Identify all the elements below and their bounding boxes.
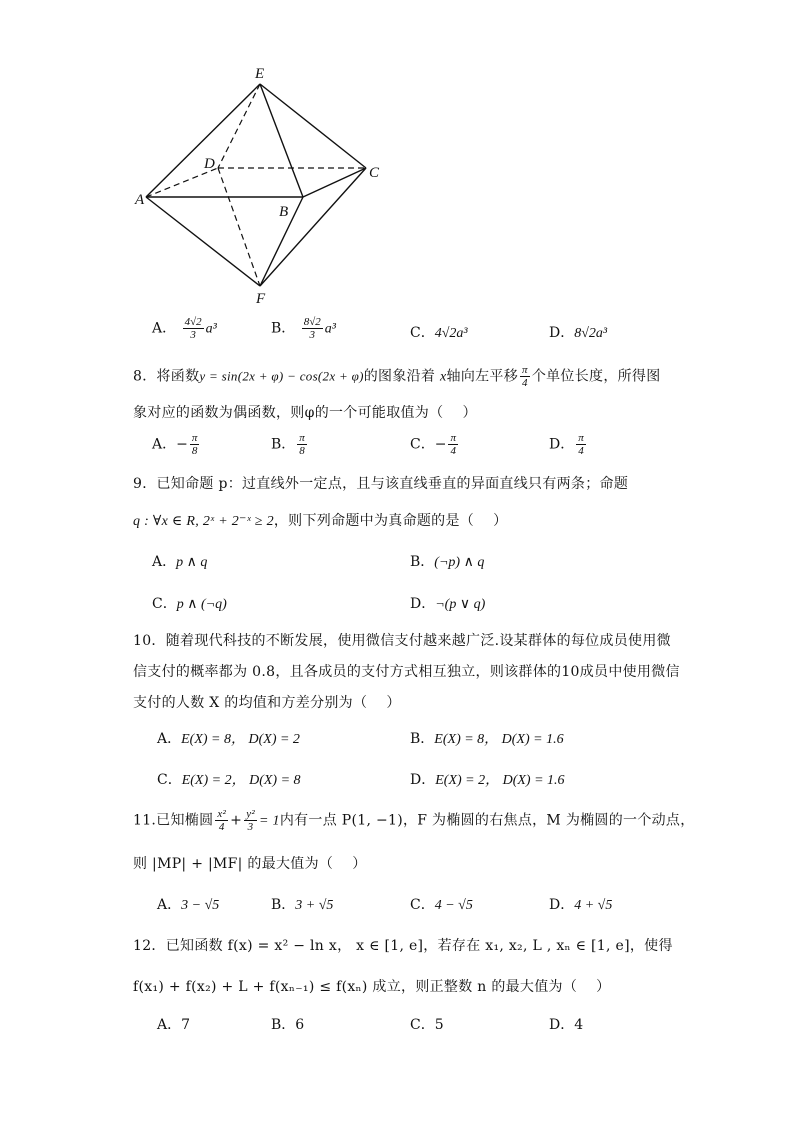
- frac-den: 4: [218, 821, 225, 833]
- option-expr: E(X) = 2， D(X) = 8: [181, 773, 301, 788]
- q8-text3: 个单位长度，所得图: [531, 368, 661, 385]
- q10-option-d[interactable]: [410, 769, 565, 789]
- q11-prefix: 11.已知椭圆: [133, 812, 214, 829]
- option-letter: A．: [152, 320, 177, 337]
- q8-prefix: 8．将函数: [133, 368, 200, 385]
- q10-line3: 支付的人数 X 的均值和方差分别为（ ）: [133, 695, 401, 711]
- q7-option-b[interactable]: [271, 316, 336, 341]
- q9-line2: [133, 510, 507, 530]
- fraction: [448, 432, 458, 457]
- frac-num: 8√2: [303, 316, 321, 328]
- frac-den: 3: [309, 329, 316, 341]
- edge-AE: [146, 84, 260, 197]
- option-letter: D．: [549, 1017, 575, 1033]
- q10-line2: 信支付的概率都为 0.8，且各成员的支付方式相互独立，则该群体的10成员中使用微信: [133, 664, 680, 680]
- frac-num: x²: [217, 808, 227, 820]
- edge-CF: [260, 168, 366, 286]
- q8-text2: 轴向左平移: [446, 368, 519, 385]
- q8-line2: 象对应的函数为偶函数，则φ的一个可能取值为（ ）: [133, 405, 477, 421]
- option-expr: 7: [181, 1017, 191, 1033]
- q9-option-a[interactable]: [152, 551, 207, 571]
- q8-option-a[interactable]: [152, 432, 201, 457]
- fraction: [244, 808, 257, 833]
- edge-BC: [303, 168, 366, 197]
- option-sign: −: [176, 436, 188, 453]
- q10-option-c[interactable]: [157, 769, 301, 789]
- edge-ED-hidden: [218, 84, 260, 168]
- frac-den: 4: [450, 445, 456, 457]
- frac-num: π: [191, 432, 198, 444]
- option-expr: 6: [295, 1017, 305, 1033]
- label-D: D: [204, 156, 215, 172]
- label-E: E: [255, 66, 265, 82]
- option-letter: B．: [410, 554, 435, 570]
- option-tail: a³: [205, 321, 217, 337]
- q12-option-b[interactable]: [271, 1014, 304, 1034]
- option-letter: A．: [157, 1017, 182, 1033]
- frac-den: 3: [247, 821, 254, 833]
- edge-AF: [146, 197, 260, 286]
- q9-option-c[interactable]: [152, 593, 227, 613]
- q11-line1: 11.已知椭圆 $\frac{\text{x²}}{4}$ + $\frac{\text{y²}}{3}$ = 1内有一点 P(1, −1)，F 为椭圆的右焦点，M 为椭圆的一个动点，: [133, 808, 695, 833]
- q10-option-a[interactable]: [157, 728, 300, 748]
- frac-den: 3: [190, 329, 196, 341]
- frac-den: 8: [191, 445, 198, 457]
- frac-num: 4√2: [184, 316, 202, 328]
- q12-line2: f(x₁) + f(x₂) + L + f(xₙ₋₁) ≤ f(xₙ) 成立，则正整数 n 的最大值为（ ）: [133, 979, 611, 995]
- frac-num: y²: [246, 808, 255, 820]
- fraction: [190, 432, 200, 457]
- option-expr: 4 − √5: [434, 898, 473, 913]
- q9-text: ，则下列命题中为真命题的是（ ）: [273, 513, 508, 529]
- q9-option-b[interactable]: [410, 551, 484, 571]
- option-expr: 8√2a³: [574, 326, 608, 341]
- q12-option-a[interactable]: [157, 1014, 190, 1034]
- label-F: F: [256, 291, 266, 307]
- q11-equation-rhs: = 1: [258, 813, 280, 829]
- q10-option-b[interactable]: [410, 728, 564, 748]
- q12-option-d[interactable]: [549, 1014, 583, 1034]
- option-expr: E(X) = 2， D(X) = 1.6: [435, 773, 565, 788]
- frac-num: π: [578, 432, 584, 444]
- option-letter: C．: [410, 325, 435, 341]
- fraction: [183, 316, 204, 341]
- fraction: [297, 432, 307, 457]
- q12-option-c[interactable]: [410, 1014, 444, 1034]
- option-letter: C．: [157, 772, 182, 788]
- option-letter: C．: [410, 897, 435, 913]
- option-expr: ¬(p ∨ q): [435, 597, 486, 612]
- option-letter: A．: [157, 897, 182, 913]
- option-expr: 4 + √5: [574, 898, 613, 913]
- fraction: [215, 808, 228, 833]
- frac-den: 8: [299, 445, 305, 457]
- q7-option-d[interactable]: [549, 322, 607, 342]
- fraction: [576, 432, 586, 457]
- q11-option-c[interactable]: [410, 894, 473, 914]
- option-sign: −: [434, 436, 447, 453]
- option-expr: 5: [434, 1017, 444, 1033]
- q11-option-b[interactable]: [271, 894, 333, 914]
- q10-line1: 10．随着现代科技的不断发展，使用微信支付越来越广泛.设某群体的每位成员使用微: [133, 633, 671, 649]
- q8-var-x: x: [440, 369, 447, 385]
- option-letter: C．: [152, 596, 177, 612]
- label-A: A: [135, 192, 145, 208]
- option-letter: B．: [271, 1017, 296, 1033]
- option-letter: D．: [549, 325, 575, 341]
- q7-option-a[interactable]: [152, 316, 217, 341]
- option-expr: (¬p) ∧ q: [434, 555, 485, 570]
- option-expr: p ∧ (¬q): [176, 597, 227, 612]
- option-letter: D．: [549, 436, 575, 453]
- q8-option-c[interactable]: [410, 432, 460, 457]
- option-expr: 4: [574, 1017, 584, 1033]
- q8-option-b[interactable]: [271, 432, 309, 457]
- option-letter: C．: [410, 1017, 435, 1033]
- q8-line1: [133, 364, 661, 389]
- option-letter: A．: [152, 436, 177, 453]
- option-expr: 3 + √5: [295, 898, 334, 913]
- option-letter: D．: [410, 772, 436, 788]
- q9-line1: 9．已知命题 p：过直线外一定点，且与该直线垂直的异面直线只有两条；命题: [133, 476, 629, 492]
- frac-num: π: [450, 432, 456, 444]
- edge-DF-hidden: [218, 168, 260, 286]
- option-letter: A．: [152, 554, 177, 570]
- option-letter: D．: [549, 897, 575, 913]
- q8-text: 的图象沿着: [363, 368, 436, 385]
- frac-den: 4: [578, 445, 584, 457]
- q12-line1: 12．已知函数 f(x) = x² − ln x， x ∈ [1, e]，若存在 x₁, x₂, L , xₙ ∈ [1, e]，使得: [133, 938, 673, 954]
- q11-text: 内有一点 P(1, −1)，F 为椭圆的右焦点，M 为椭圆的一个动点，: [279, 812, 695, 829]
- option-letter: B．: [271, 436, 296, 453]
- octahedron-figure: [130, 60, 390, 310]
- edge-AD-hidden: [146, 168, 218, 197]
- q9-option-d[interactable]: [410, 593, 485, 613]
- option-letter: B．: [271, 897, 296, 913]
- option-letter: D．: [410, 596, 436, 612]
- q7-option-c[interactable]: [410, 322, 468, 342]
- frac-num: π: [522, 364, 528, 376]
- frac-den: 4: [522, 377, 528, 389]
- fraction: [302, 316, 323, 341]
- option-expr: p ∧ q: [176, 555, 208, 570]
- fraction: [520, 364, 530, 389]
- q11-option-a[interactable]: [157, 894, 219, 914]
- option-letter: C．: [410, 436, 435, 453]
- option-expr: E(X) = 8， D(X) = 2: [181, 732, 300, 747]
- option-letter: A．: [157, 731, 182, 747]
- option-letter: B．: [410, 731, 435, 747]
- option-expr: E(X) = 8， D(X) = 1.6: [434, 732, 564, 747]
- option-expr: 4√2a³: [434, 326, 468, 341]
- q11-option-d[interactable]: [549, 894, 612, 914]
- q11-line2: 则 |MP| + |MF| 的最大值为（ ）: [133, 856, 367, 872]
- q8-function: y = sin(2x + φ) − cos(2x + φ): [199, 368, 364, 384]
- option-tail: a³: [324, 321, 336, 337]
- frac-num: π: [299, 432, 305, 444]
- option-letter: B．: [271, 320, 296, 337]
- label-C: C: [369, 165, 380, 181]
- option-expr: 3 − √5: [181, 898, 220, 913]
- q8-option-d[interactable]: [549, 432, 588, 457]
- q9-proposition-q: q : ∀x ∈ R, 2ˣ + 2⁻ˣ ≥ 2: [133, 514, 274, 529]
- label-B: B: [279, 204, 289, 220]
